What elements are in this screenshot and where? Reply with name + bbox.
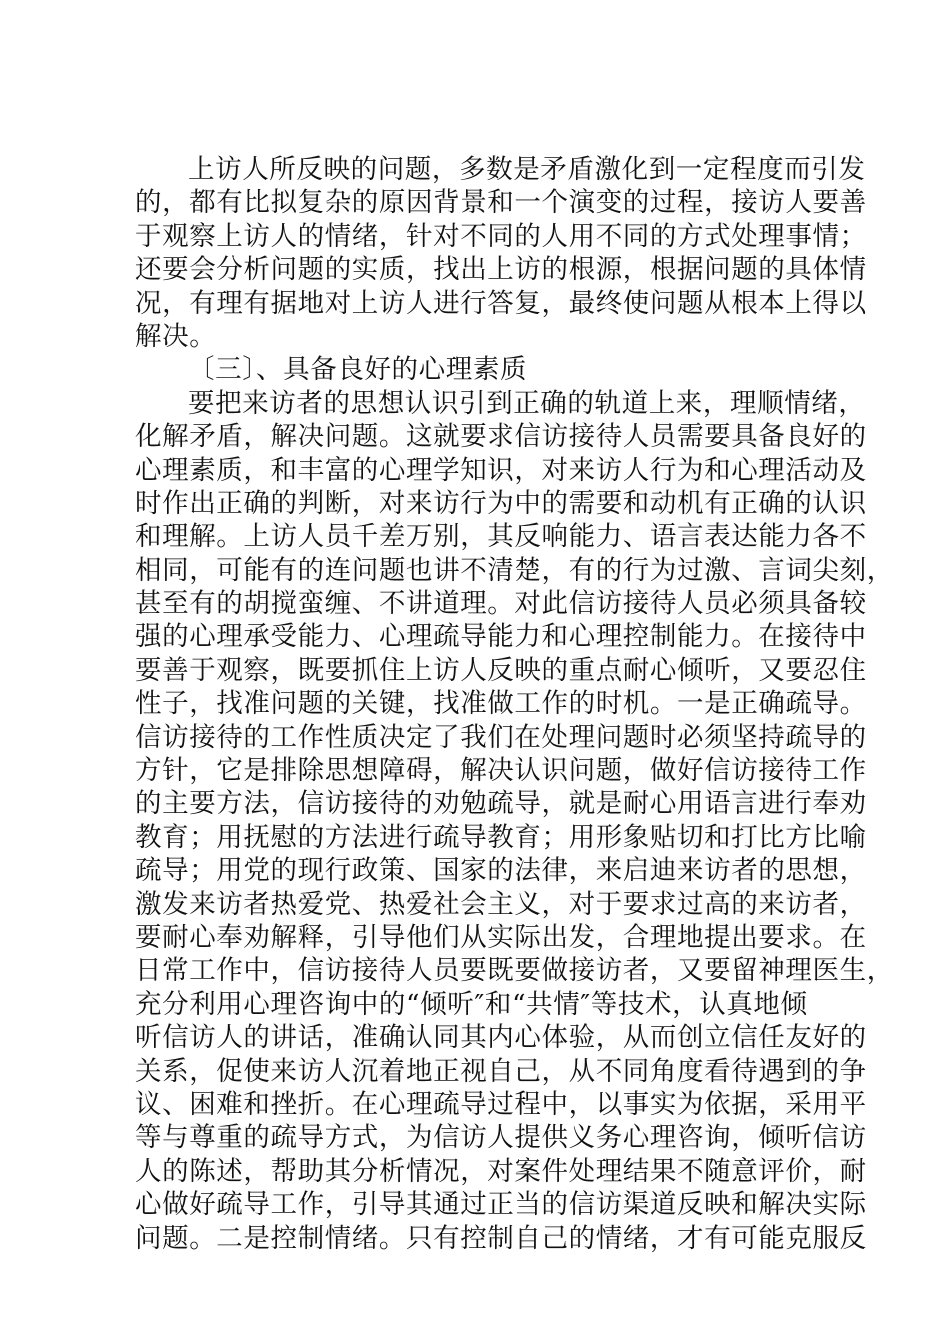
text-line: 要耐心奉劝解释，引导他们从实际出发，合理地提出要求。在 xyxy=(135,921,867,953)
text-line: 和理解。上访人员千差万别，其反响能力、语言表达能力各不 xyxy=(135,521,867,553)
text-line: 时作出正确的判断，对来访行为中的需要和动机有正确的认识 xyxy=(135,487,867,519)
section-heading xyxy=(135,353,825,386)
text-line: 上访人所反映的问题，多数是矛盾激化到一定程度而引发 xyxy=(188,154,866,185)
paragraph-2 xyxy=(135,387,894,1255)
text-line: 性子，找准问题的关键，找准做工作的时机。一是正确疏导。 xyxy=(135,688,867,720)
section-heading-text: 〔三〕、具备良好的心理素质 xyxy=(188,354,528,386)
text-line: 信访接待的工作性质决定了我们在处理问题时必须坚持疏导的 xyxy=(135,721,867,753)
text-line: 日常工作中，信访接待人员要既要做接访者，又要留神理医生， xyxy=(135,955,894,987)
text-line: 要善于观察，既要抓住上访人反映的重点耐心倾听，又要忍住 xyxy=(135,654,867,686)
text-line: 强的心理承受能力、心理疏导能力和心理控制能力。在接待中 xyxy=(135,621,867,653)
text-line: 疏导；用党的现行政策、国家的法律，来启迪来访者的思想， xyxy=(135,855,867,887)
text-line: 还要会分析问题的实质，找出上访的根源，根据问题的具体情 xyxy=(135,254,867,286)
paragraph-1 xyxy=(135,153,867,353)
text-line: 要把来访者的思想认识引到正确的轨道上来，理顺情绪， xyxy=(188,387,866,419)
text-line: 充分利用心理咨询中的“倾听″和“共情″等技术，认真地倾 xyxy=(135,988,808,1020)
document-body xyxy=(135,153,894,1255)
text-line: 问题。二是控制情绪。只有控制自己的情绪，才有可能克服反 xyxy=(135,1222,867,1254)
text-line: 激发来访者热爱党、热爱社会主义，对于要求过高的来访者， xyxy=(135,888,867,920)
text-line: 教育；用抚慰的方法进行疏导教育；用形象贴切和打比方比喻 xyxy=(135,821,867,853)
text-line: 听信访人的讲话，准确认同其内心体验，从而创立信任友好的 xyxy=(135,1022,867,1054)
text-line: 关系，促使来访人沉着地正视自己，从不同角度看待遇到的争 xyxy=(135,1055,867,1087)
text-line: 的主要方法，信访接待的劝勉疏导，就是耐心用语言进行奉劝 xyxy=(135,788,867,820)
text-line: 心做好疏导工作，引导其通过正当的信访渠道反映和解决实际 xyxy=(135,1189,867,1221)
text-line: 等与尊重的疏导方式，为信访人提供义务心理咨询，倾听信访 xyxy=(135,1122,867,1154)
text-line: 相同，可能有的连问题也讲不清楚，有的行为过激、言词尖刻， xyxy=(135,554,894,586)
text-line: 的，都有比拟复杂的原因背景和一个演变的过程，接访人要善 xyxy=(135,187,867,219)
text-line: 心理素质，和丰富的心理学知识，对来访人行为和心理活动及 xyxy=(135,454,867,486)
text-line: 况，有理有据地对上访人进行答复，最终使问题从根本上得以 xyxy=(135,287,867,319)
text-line: 于观察上访人的情绪，针对不同的人用不同的方式处理事情； xyxy=(135,220,867,252)
text-line: 化解矛盾，解决问题。这就要求信访接待人员需要具备良好的 xyxy=(135,421,867,453)
text-line: 甚至有的胡搅蛮缠、不讲道理。对此信访接待人员必须具备较 xyxy=(135,588,867,620)
text-line: 人的陈述，帮助其分析情况，对案件处理结果不随意评价，耐 xyxy=(135,1155,867,1187)
text-line: 议、困难和挫折。在心理疏导过程中，以事实为依据，采用平 xyxy=(135,1088,867,1120)
text-line: 解决。 xyxy=(135,320,217,352)
text-line: 方针，它是排除思想障碍，解决认识问题，做好信访接待工作 xyxy=(135,755,867,787)
